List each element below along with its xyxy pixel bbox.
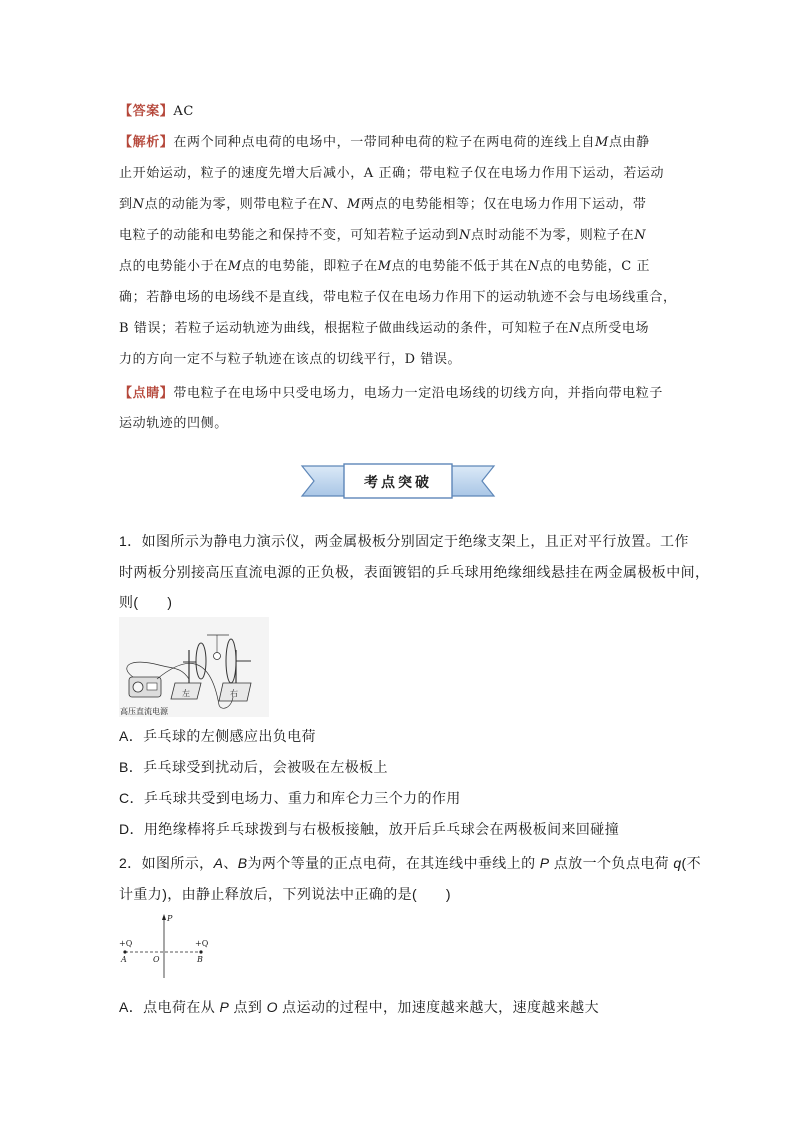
label-left-Q: +Q bbox=[119, 939, 133, 948]
analysis-line-4: 电粒子的动能和电势能之和保持不变，可知若粒子运动到N点时动能不为零，则粒子在N bbox=[119, 228, 647, 243]
q1-figure-electrostatic-demo bbox=[119, 617, 269, 717]
analysis-line-7: B 错误；若粒子运动轨迹为曲线，根据粒子做曲线运动的条件，可知粒子在N点所受电场 bbox=[119, 321, 650, 336]
ping-pong-ball bbox=[214, 653, 221, 660]
answer-value: AC bbox=[173, 104, 194, 119]
q2-option-a: A．点电荷在从 P 点到 O 点运动的过程中，加速度越来越大，速度越来越大 bbox=[119, 999, 599, 1015]
comment-line-1: 【点睛】带电粒子在电场中只受电场力，电场力一定沿电场线的切线方向，并指向带电粒子 bbox=[119, 386, 664, 401]
comment-line-2: 运动轨迹的凹侧。 bbox=[119, 416, 228, 431]
q1-line-2: 时两板分别接高压直流电源的正负极，表面镀铝的乒乓球用绝缘细线悬挂在两金属极板中间， bbox=[119, 564, 710, 580]
analysis-line-2: 止开始运动，粒子的速度先增大后减小，A 正确；带电粒子仅在电场力作用下运动，若运动 bbox=[119, 166, 665, 181]
power-supply-caption: 高压直流电源 bbox=[120, 707, 168, 716]
analysis-line-8: 力的方向一定不与粒子轨迹在该点的切线平行，D 错误。 bbox=[119, 352, 462, 367]
q1-option-d: D．用绝缘棒将乒乓球拨到与右极板接触，放开后乒乓球会在两极板间来回碰撞 bbox=[119, 821, 620, 837]
left-label: 左 bbox=[182, 689, 190, 698]
label-P: P bbox=[167, 914, 173, 923]
answer-tag: 【答案】 bbox=[119, 104, 174, 119]
charge-A bbox=[123, 950, 126, 953]
q1-option-a: A．乒乓球的左侧感应出负电荷 bbox=[119, 728, 316, 744]
analysis-line-1: 【解析】在两个同种点电荷的电场中，一带同种电荷的粒子在两电荷的连线上自M点由静 bbox=[119, 135, 650, 150]
label-right-Q: +Q bbox=[195, 939, 209, 948]
label-B: B bbox=[197, 955, 203, 964]
q1-line-1: 1．如图所示为静电力演示仪，两金属极板分别固定于绝缘支架上，且正对平行放置。工作 bbox=[119, 533, 689, 549]
answer-line bbox=[119, 102, 194, 122]
right-label: 右 bbox=[230, 689, 238, 698]
label-A: A bbox=[121, 955, 127, 964]
q2-figure-charges bbox=[117, 912, 217, 980]
analysis-line-5: 点的电势能小于在M点的电势能，即粒子在M点的电势能不低于其在N点的电势能，C 正 bbox=[119, 259, 651, 274]
label-O: O bbox=[153, 955, 160, 964]
banner-title: 考点突破 bbox=[364, 475, 432, 491]
q1-line-3: 则( ) bbox=[119, 594, 173, 610]
charge-B bbox=[199, 950, 202, 953]
q1-option-c: C．乒乓球共受到电场力、重力和库仑力三个力的作用 bbox=[119, 790, 461, 806]
analysis-tag: 【解析】 bbox=[119, 135, 174, 150]
analysis-line-3: 到N点的动能为零，则带电粒子在N、M两点的电势能相等；仅在电场力作用下运动，带 bbox=[119, 197, 647, 212]
analysis-line-6: 确；若静电场的电场线不是直线，带电粒子仅在电场力作用下的运动轨迹不会与电场线重合， bbox=[119, 290, 677, 305]
section-banner bbox=[300, 462, 496, 500]
left-plate bbox=[196, 643, 206, 679]
q2-line-1: 2．如图所示，A、B为两个等量的正点电荷，在其连线中垂线上的 P 点放一个负点电荷 q(不 bbox=[119, 855, 701, 871]
q1-option-b: B．乒乓球受到扰动后，会被吸在左极板上 bbox=[119, 759, 388, 775]
q2-line-2: 计重力)，由静止释放后，下列说法中正确的是( ) bbox=[119, 886, 451, 902]
right-plate bbox=[226, 639, 236, 683]
comment-tag: 【点睛】 bbox=[119, 386, 174, 401]
